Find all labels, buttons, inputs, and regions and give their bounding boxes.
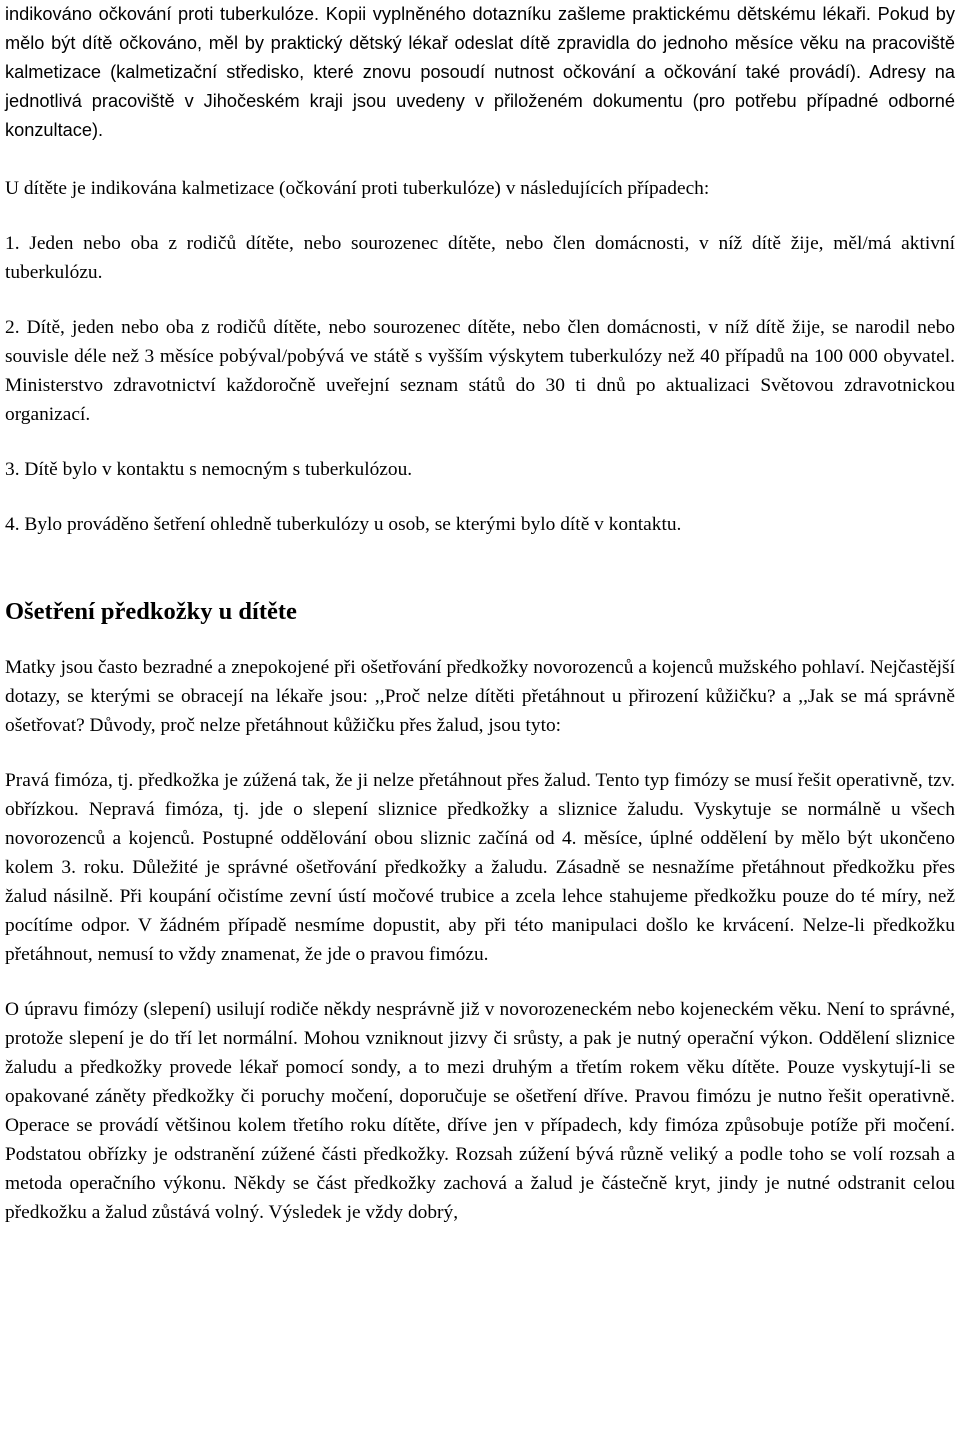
indication-sentence: U dítěte je indikována kalmetizace (očkování proti tuberkulóze) v následujících případech:	[5, 178, 710, 199]
section-paragraph-2: Pravá fimóza, tj. předkožka je zúžená tak, že ji nelze přetáhnout přes žalud. Tento typ fimózy se musí řešit operativně, tzv. obřízkou. Nepravá fimóza, tj. jde o slepení sliznice předkožky a sliznice žaludu. Vyskytuje se normálně u všech novorozenců a kojenců. Postupné oddělování obou sliznic začíná od 4. měsíce, úplné oddělení by mělo být ukončeno kolem 3. roku. Důležité je správné ošetřování předkožky a žaludu. Zásadně se nesnažíme přetáhnout předkožku přes žalud násilně. Při koupání očistíme zevní ústí močové trubice a zcela lehce stahujeme předkožku pouze do té míry, než pocítíme odpor. V žádném případě nesmíme dopustit, aby při této manipulaci došlo ke krvácení. Nelze-li předkožku přetáhnout, nemusí to vždy znamenat, že jde o pravou fimózu.	[5, 770, 955, 965]
list-item-1: 1. Jeden nebo oba z rodičů dítěte, nebo sourozenec dítěte, nebo člen domácnosti, v níž dítě žije, měl/má aktivní tuberkulózu.	[5, 233, 955, 283]
section-paragraph-3: O úpravu fimózy (slepení) usilují rodiče někdy nesprávně již v novorozeneckém nebo kojeneckém věku. Není to správné, protože slepení je do tří let normální. Mohou vzniknout jizvy či srůsty, a pak je nutný operační výkon. Oddělení sliznice žaludu a předkožky provede lékař pomocí sondy, a to mezi druhým a třetím rokem věku dítěte. Pouze vyskytují-li se opakované záněty předkožky či poruchy močení, doporučuje se ošetření dříve. Pravou fimózu je nutno řešit operativně. Operace se provádí většinou kolem třetího roku dítěte, dříve jen v případech, kdy fimóza způsobuje potíže při močení. Podstatou obřízky je odstranění zúžené části předkožky. Rozsah zúžení bývá různě veliký a podle toho se volí rozsah a metoda operačního výkonu. Někdy se část předkožky zachová a žalud je částečně kryt, jindy je nutné odstranit celou předkožku a žalud zůstává volný. Výsledek je vždy dobrý,	[5, 999, 955, 1223]
section-heading: Ošetření předkožky u dítěte	[5, 598, 297, 625]
list-item-4: 4. Bylo prováděno šetření ohledně tuberkulózy u osob, se kterými bylo dítě v kontaktu.	[5, 514, 682, 535]
intro-paragraph: indikováno očkování proti tuberkulóze. Kopii vyplněného dotazníku zašleme praktickému dětskému lékaři. Pokud by mělo být dítě očkováno, měl by praktický dětský lékař odeslat dítě zpravidla do jednoho měsíce věku na pracoviště kalmetizace (kalmetizační středisko, které znovu posoudí nutnost očkování a očkování také provádí). Adresy na jednotlivá pracoviště v Jihočeském kraji jsou uvedeny v přiloženém dokumentu (pro potřebu případné odborné konzultace).	[5, 4, 955, 140]
document-page	[5, 0, 955, 1227]
list-item-2: 2. Dítě, jeden nebo oba z rodičů dítěte, nebo sourozenec dítěte, nebo člen domácnosti, v níž dítě žije, se narodil nebo souvisle déle než 3 měsíce pobýval/pobývá ve státě s vyšším výskytem tuberkulózy než 40 případů na 100 000 obyvatel. Ministerstvo zdravotnictví každoročně uveřejní seznam států do 30 ti dnů po aktualizaci Světovou zdravotnickou organizací.	[5, 317, 955, 425]
section-paragraph-1: Matky jsou často bezradné a znepokojené při ošetřování předkožky novorozenců a kojenců mužského pohlaví. Nejčastější dotazy, se kterými se obracejí na lékaře jsou: ,,Proč nelze dítěti přetáhnout u přirození kůžičku? a ,,Jak se má správně ošetřovat? Důvody, proč nelze přetáhnout kůžičku přes žalud, jsou tyto:	[5, 657, 955, 736]
list-item-3: 3. Dítě bylo v kontaktu s nemocným s tuberkulózou.	[5, 459, 413, 480]
